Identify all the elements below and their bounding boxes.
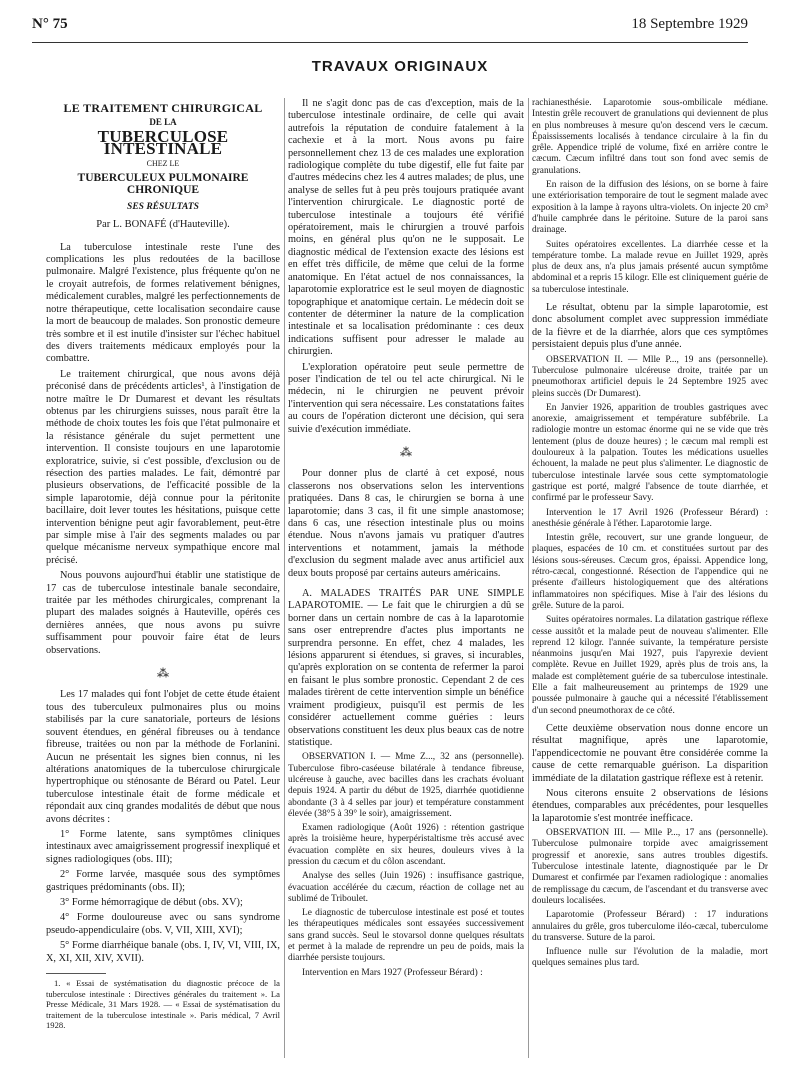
observation-2	[532, 355, 768, 717]
observation-paragraph: Suites opératoires normales. La dilatation gastrique réflexe cesse aussitôt et la malade peut de nouveau s'alimenter. Elle reprend 12 kilogr. l'année suivante, la température persiste néanmoins jusqu'en Mai 1927, puis l'apyrexie devient complète. Revue en Juillet 1929, après plus de trois ans, la malade est complètement guérie de sa tuberculose intestinale. Elle a fait malheureusement au printemps de 1929 une poussée pulmonaire à gauche qui a nécessité l'établissement d'un second pneumothorax de ce côté.	[532, 615, 768, 716]
observation-paragraph: Intervention le 17 Avril 1926 (Professeur Bérard) : anesthésie générale à l'éther. Laparotomie large.	[532, 507, 768, 529]
observation-paragraph: OBSERVATION III. — Mlle P..., 17 ans (personnelle). Tuberculose pulmonaire torpide avec amaigrissement progressif et anorexie, sans autres troubles digestifs. Tuberculose intestinale latente, diagnostiquée par le Dr Dumarest et confirmée par l'examen radiologique : anomalies de remplissage du cæcum, de l'ascendant et du transverse avec douleurs localisées.	[532, 828, 768, 906]
byline: Par L. BONAFÉ (d'Hauteville).	[96, 219, 230, 231]
footnote: 1. « Essai de systématisation du diagnostic précoce de la tuberculose intestinale : Directives générales du traitement ». La Presse Médicale, 31 Mars 1928. — « Essai de systématisation du traitement de la tuberculose intestinale ». Paris médical, 7 Avril 1928.	[46, 978, 280, 1031]
article-title-block	[46, 102, 280, 232]
list-item: 4° Forme douloureuse avec ou sans syndrome pseudo-appendiculaire (obs. V, VII, XIII, XVI);	[46, 912, 280, 936]
list-item: 3° Forme hémorragique de début (obs. XV);	[60, 896, 243, 908]
issue-date: 18 Septembre 1929	[631, 16, 748, 32]
column-1	[46, 98, 280, 1034]
footnote-rule	[46, 973, 106, 974]
observation-paragraph: Intervention en Mars 1927 (Professeur Bérard) :	[302, 967, 483, 978]
section-separator-asterism: ⁂	[400, 444, 412, 459]
paragraph: L'exploration opératoire peut seule permettre de poser l'indication de tel ou tel acte chirurgical. Ni le médecin, ni le chirurgien ne peuvent prévoir l'intervention qui sera nécessaire. Les constatations faites au cours de l'opération dicteront une décision, qui sera suivie d'exécution immédiate.	[288, 361, 524, 435]
list-item: 5° Forme diarrhéique banale (obs. I, IV, VI, VIII, IX, X, XI, XII, XIV, XVII).	[46, 940, 280, 964]
observation-paragraph: En raison de la diffusion des lésions, on se borne à faire une extériorisation temporaire de tout le segment malade avec exposition à la lampe à rayons ultra-violets. On injecte 20 cm³ d'huile camphrée dans le péritoine. Suture de la paroi sans drainage.	[532, 180, 768, 236]
paragraph: A. MALADES TRAITÉS PAR UNE SIMPLE LAPAROTOMIE. — Le fait que le chirurgien a dû se borner dans un certain nombre de cas à la laparotomie sans oser entreprendre d'actes plus importants ne surprendra personne. En effet, chez 4 malades, les lésions apparurent si étendues, si graves, si incurables, qu'après exploration on se contenta de refermer la paroi en faisant le plus sombre pronostic. Cependant 2 de ces malades tirèrent de cette intervention simple un bénéfice vraiment prodigieux, puisqu'il est permis de les considérer actuellement comme guéries : leurs observations constituent les deux plus beaux cas de notre statistique.	[288, 588, 524, 748]
paragraph: Nous citerons ensuite 2 observations de lésions étendues, comparables aux précédentes, pour lesquelles la laparotomie s'est montrée inefficace.	[532, 787, 768, 824]
running-header	[32, 16, 748, 40]
observation-paragraph: Le diagnostic de tuberculose intestinale est posé et toutes les thérapeutiques médicales sont essayées successivement sans grand succès. Seul le stovarsol donne quelques résultats et permet à la malade de reprendre un peu de poids, mais la diarrhée persiste toujours.	[288, 908, 524, 964]
header-rule	[32, 42, 748, 43]
observation-paragraph: Laparotomie (Professeur Bérard) : 17 indurations annulaires du grêle, gros tuberculome iléo-cæcal, tuberculome du transverse. Suture de la paroi.	[532, 910, 768, 943]
title-line: TUBERCULEUX PULMONAIRE CHRONIQUE	[77, 172, 249, 197]
observation-1	[288, 752, 524, 979]
paragraph: Nous pouvons aujourd'hui établir une statistique de 17 cas de tuberculose intestinale banale secondaire, traitée par les méthodes chirurgicales, comprenant la plupart des malades soignés à Hauteville, opérés ces dernières années, que nous avons pu suivre suffisamment pour pouvoir faire état de leurs observations.	[46, 570, 280, 656]
paragraph: Le traitement chirurgical, que nous avons déjà préconisé dans de précédents articles¹, à l'instigation de notre maître le Dr Dumarest et devant les résultats obtenus par les chirurgiens suisses, nous paraît être la méthode de choix toutes les fois que l'état pulmonaire et la résistance générale du sujet permettent une intervention. Il consiste toujours en une laparotomie exploratrice, suivie, si c'est possible, d'exclusion ou de résection des parties malades. Le fait, démontré par plusieurs observations, de l'efficacité possible de la simple laparotomie, déjà connue pour la péritonite bacillaire, doit lever toutes les hésitations, puisque cette intervention bénigne peut agir favorablement, peut-être par simple mise à l'air des segments malades ou par quelque mécanisme nerveux sympathique encore mal précisé.	[46, 368, 280, 566]
observation-paragraph: rachianesthésie. Laparotomie sous-ombilicale médiane. Intestin grêle recouvert de granulations qui deviennent de plus en plus nombreuses à mesure qu'on descend vers le cæcum. Épaississements localisés à tendance circulaire à la fin du grêle. Appendice triplé de volume, fixé en arrière contre le cæcum. Cæcum infiltré dans tout son fond avec semis de granulations.	[532, 98, 768, 176]
paragraph: Le résultat, obtenu par la simple laparotomie, est donc absolument complet avec suppression immédiate de la fièvre et de la diarrhée, alors que ces symptômes persistaient depuis plus d'une année.	[532, 302, 768, 351]
title-line: CHEZ LE	[146, 158, 180, 168]
column-2	[288, 98, 524, 982]
observation-paragraph: Influence nulle sur l'évolution de la maladie, mort quelques semaines plus tard.	[532, 947, 768, 969]
paragraph: Les 17 malades qui font l'objet de cette étude étaient tous des tuberculeux pulmonaires plus ou moins stabilisés par la cure sanatoriale, porteurs de lésions souvent étendues, en général fibreuses ou à tendance fibreuse, traitées ou non par la méthode de Forlanini. Aucun ne présentait les signes bien connus, ni les altérations anatomiques de la tuberculose chirurgicale hypertrophique ou sténosante de Bérard ou Patel. Leur tuberculose intestinale était de forme médicale et répondait aux cinq grandes modalités de début que nous avons décrites :	[46, 689, 280, 825]
observation-paragraph: En Janvier 1926, apparition de troubles gastriques avec anorexie, amaigrissement et température subfébrile. La radiologie montre un estomac énorme qui ne se vide que très lentement (plus de douze heures) ; le cæcum mal rempli est douloureux à la palpation. Toutes les médications usuelles échouent, la malade ne peut plus s'alimenter. Le diagnostic de tuberculose intestinale larvée sous cette symptomatologie gastrique est porté, malgré l'absence de toute diarrhée, et confirmé par le professeur Savy.	[532, 402, 768, 504]
observation-paragraph: Examen radiologique (Août 1926) : rétention gastrique après la troisième heure, hyperpéristaltisme très accusé avec évacuation complète en six heures, douleurs vives à la pression du cæcum et du côlon ascendant.	[288, 823, 524, 867]
observation-paragraph: OBSERVATION II. — Mlle P..., 19 ans (personnelle). Tuberculose pulmonaire ulcéreuse droite, traitée par un pneumothorax artificiel depuis le 24 Septembre 1925 avec pleins succès (Dr Dumarest).	[532, 354, 768, 399]
page-number: N° 75	[32, 16, 68, 32]
section-separator-asterism: ⁂	[157, 666, 169, 681]
observation-paragraph: OBSERVATION I. — Mme Z..., 32 ans (personnelle). Tuberculose fibro-caséeuse bilatérale à tendance fibreuse, ulcéreuse à gauche, avec bacilles dans les crachats évoluant depuis 1924. A partir du début de 1925, diarrhée quotidienne abondante (3 à 4 selles par jour) et température constamment élevée (38°5 à 39° le soir), amaigrissement.	[288, 752, 524, 819]
article-main-title: TUBERCULOSE INTESTINALE	[97, 126, 229, 159]
observation-paragraph: Analyse des selles (Juin 1926) : insuffisance gastrique, évacuation accélérée du cæcum, réaction de collage net au sublimé de Triboulet.	[288, 871, 524, 904]
paragraph: Il ne s'agit donc pas de cas d'exception, mais de la tuberculose intestinale ordinaire, de celle qui avait autrefois la réputation de conduire fatalement à la cachexie et à la mort. Nous avons pu faire personnellement chez 13 de ces malades une exploration radiologique complète du tube digestif, elle fut faite par d'autres médecins chez les 4 autres malades; de plus, une analyse de selles fut à peu près toujours pratiquée avant l'intervention chirurgicale. Le diagnostic porté de tuberculose intestinale a toujours été vérifié opératoirement, mais le chirurgien a trouvé parfois moins, en général plus qu'on ne le supposait. Le diagnostic médical de l'extension exacte des lésions est en effet très difficile, de même que celui de la forme anatomique. En l'état actuel de nos connaissances, la laparotomie exploratrice est le seul moyen de diagnostic topographique et anatomique certain. Le médecin doit se contenter de déterminer la nature de la complication intestinale et sa localisation prédominante : ces deux indications suffisent pour adresser le malade au chirurgien.	[288, 98, 524, 358]
title-line: DE LA	[149, 117, 177, 128]
paragraph: Pour donner plus de clarté à cet exposé, nous classerons nos observations selon les interventions pratiquées. Dans 8 cas, le chirurgien se borna à une laparotomie; dans 3 cas, il fit une simple anastomose; dans 6 cas, une résection intestinale plus ou moins étendue. Nous n'avons jamais vu pratiquer d'autres interventions et notamment, jamais la méthode d'exclusion du segment malade avec anus artificiel aux deux bouts proposé par certains auteurs américains.	[288, 468, 524, 579]
observation-paragraph: Suites opératoires excellentes. La diarrhée cesse et la température tombe. La malade revue en Juillet 1929, après plus de deux ans, n'a plus jamais présenté aucun symptôme abdominal et a repris 15 kilogr. Elle est cliniquement guérie de sa tuberculose intestinale.	[532, 239, 768, 295]
column-divider	[284, 98, 285, 1058]
list-item: 2° Forme larvée, masquée sous des symptômes gastriques prédominants (obs. II);	[46, 869, 280, 893]
section-title: TRAVAUX ORIGINAUX	[311, 58, 489, 75]
column-divider	[528, 98, 529, 1058]
list-item: 1° Forme latente, sans symptômes cliniques intestinaux avec amaigrissement progressif inexpliqué et signes radiologiques (obs. III);	[46, 828, 280, 865]
column-3	[532, 98, 768, 973]
observation-3	[532, 828, 768, 970]
subtitle: SES RÉSULTATS	[127, 201, 199, 212]
title-line: LE TRAITEMENT CHIRURGICAL	[63, 101, 263, 115]
paragraph: Cette deuxième observation nous donne encore un résultat magnifique, après une laparotomie, l'appendicectomie ne pouvant être considérée comme la cause de cette remarquable guérison. La disparition immédiate de la dilatation gastrique réflexe est à retenir.	[532, 722, 768, 784]
observation-paragraph: Intestin grêle, recouvert, sur une grande longueur, de plaques, espacées de 10 cm. et constituées surtout par des lésions sous-séreuses. Cæcum gros, épaissi. Appendice long, rétro-cæcal, congestionné. Résection de l'appendice qui ne présente d'ailleurs histologiquement que des altérations inflammatoires non spécifiques. Mise à l'air des lésions du grêle. Suture de la paroi.	[532, 533, 768, 611]
observation-1-continued	[532, 98, 768, 296]
paragraph: La tuberculose intestinale reste l'une des complications les plus redoutées de la bacillose pulmonaire. Malgré l'existence, plus fréquente qu'on ne le croyait autrefois, de formes relativement bénignes, médicalement curables, malgré les perfectionnements de notre thérapeutique, cette localisation secondaire cause la mort de beaucoup de malades. Son pronostic demeure très sombre et il est inutile d'insister sur l'échec habituel des divers traitements médicaux employés pour la combattre.	[46, 241, 280, 365]
